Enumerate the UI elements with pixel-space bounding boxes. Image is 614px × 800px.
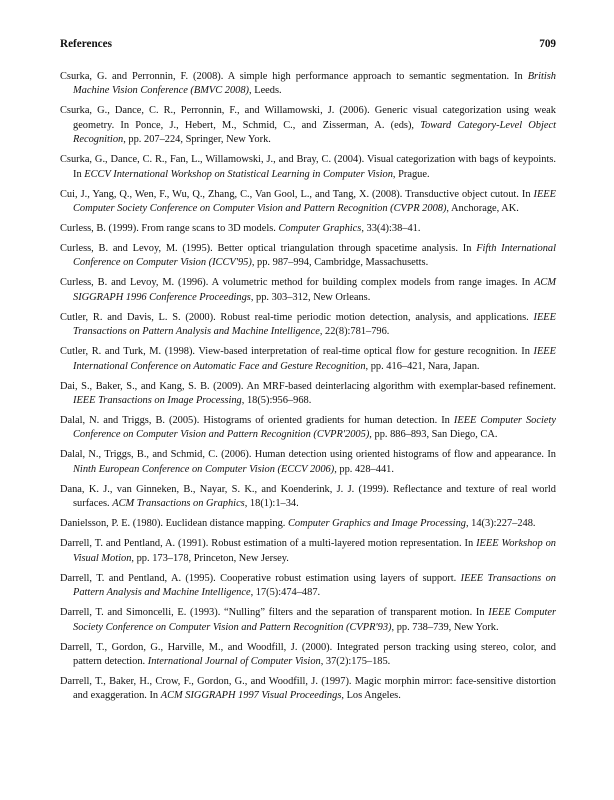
reference-details: , Anchorage, AK. [446, 203, 519, 215]
reference-venue: IEEE Transactions on Pattern Analysis and Machine Intelligence [73, 311, 556, 338]
reference-venue: ACM SIGGRAPH 1996 Conference Proceedings [73, 277, 556, 303]
reference-text: Cutler, R. and Davis, L. S. (2000). Robust real-time periodic motion detection, analysis, and applications. [60, 311, 534, 323]
reference-text: Curless, B. (1999). From range scans to 3D models. [60, 223, 279, 235]
reference-entry [60, 448, 556, 477]
reference-details: , pp. 987–994, Cambridge, Massachusetts. [251, 257, 429, 269]
reference-venue: IEEE International Conference on Automatic Face and Gesture Recognition [73, 346, 556, 372]
reference-text: Dana, K. J., van Ginneken, B., Nayar, S. K., and Koenderink, J. J. (1999). Reflectance and texture of real world surfaces. [60, 483, 556, 510]
reference-details: , 22(8):781–796. [319, 326, 390, 338]
reference-text: Darrell, T., Gordon, G., Harville, M., and Woodfill, J. (2000). Integrated person tracking using stereo, color, and pattern detection. [60, 641, 556, 667]
reference-text: Dai, S., Baker, S., and Kang, S. B. (2009). An MRF-based deinterlacing algorithm with exemplar-based refinement. [60, 380, 556, 392]
reference-text: Darrell, T. and Pentland, A. (1991). Robust estimation of a multi-layered motion representation. In [60, 538, 477, 550]
reference-text: Curless, B. and Levoy, M. (1995). Better optical triangulation through spacetime analysis. In [60, 243, 477, 255]
reference-details: , 14(3):227–248. [465, 518, 536, 530]
reference-venue: Computer Graphics [278, 223, 362, 235]
reference-details: , pp. 207–224, Springer, New York. [123, 134, 271, 146]
reference-venue: IEEE Computer Society Conference on Computer Vision and Pattern Recognition (CVPR 2008) [73, 188, 556, 215]
reference-entry [60, 572, 556, 601]
reference-text: Darrell, T., Baker, H., Crow, F., Gordon, G., and Woodfill, J. (1997). Magic morphin mirror: face-sensitive distortion and exaggeration. In [60, 675, 556, 702]
header-title: References [60, 38, 112, 50]
reference-entry [60, 276, 556, 305]
reference-text: Darrell, T. and Simoncelli, E. (1993). “Nulling” filters and the separation of transparent motion. In [60, 607, 489, 619]
reference-text: Curless, B. and Levoy, M. (1996). A volumetric method for building complex models from range images. In [60, 277, 535, 289]
reference-details: , 17(5):474–487. [250, 587, 321, 599]
reference-entry [60, 222, 556, 236]
reference-details: , pp. 428–441. [334, 463, 394, 475]
reference-entry [60, 345, 556, 374]
reference-entry [60, 311, 556, 340]
reference-venue: IEEE Transactions on Pattern Analysis and Machine Intelligence [73, 572, 556, 599]
reference-entry [60, 188, 556, 217]
reference-venue: IEEE Computer Society Conference on Computer Vision and Pattern Recognition (CVPR'93) [73, 607, 556, 633]
reference-entry [60, 242, 556, 271]
reference-entry [60, 414, 556, 443]
reference-details: , 18(1):1–34. [244, 498, 299, 510]
reference-entry [60, 380, 556, 409]
reference-venue: ACM SIGGRAPH 1997 Visual Proceedings [160, 690, 342, 702]
reference-entry [60, 70, 556, 99]
reference-venue: Fifth International Conference on Computer Vision (ICCV'95) [73, 243, 556, 269]
reference-venue: Toward Category-Level Object Recognition [73, 119, 556, 146]
reference-text: Cui, J., Yang, Q., Wen, F., Wu, Q., Zhang, C., Van Gool, L., and Tang, X. (2008). Transductive object cutout. In [60, 188, 534, 200]
reference-venue: International Journal of Computer Vision [147, 655, 321, 667]
reference-details: , Los Angeles. [341, 690, 401, 702]
reference-details: , 37(2):175–185. [320, 655, 391, 667]
reference-details: , Leeds. [249, 85, 282, 97]
reference-entry [60, 641, 556, 670]
reference-text: Danielsson, P. E. (1980). Euclidean distance mapping. [60, 518, 288, 530]
reference-text: Dalal, N. and Triggs, B. (2005). Histograms of oriented gradients for human detection. In [60, 415, 454, 427]
reference-list [60, 70, 556, 709]
reference-details: , pp. 738–739, New York. [391, 621, 499, 633]
reference-details: , pp. 303–312, New Orleans. [250, 291, 371, 303]
reference-text: Dalal, N., Triggs, B., and Schmid, C. (2006). Human detection using oriented histograms of flow and appearance. In [60, 449, 556, 461]
reference-venue: British Machine Vision Conference (BMVC 2008) [73, 71, 556, 97]
reference-entry [60, 675, 556, 704]
running-header [60, 38, 556, 50]
reference-details: , Prague. [392, 168, 430, 180]
reference-venue: IEEE Computer Society Conference on Computer Vision and Pattern Recognition (CVPR'2005) [73, 415, 556, 441]
reference-details: , pp. 886–893, San Diego, CA. [369, 429, 498, 441]
reference-entry [60, 483, 556, 512]
reference-text: Cutler, R. and Turk, M. (1998). View-based interpretation of real-time optical flow for gesture recognition. In [60, 346, 534, 358]
reference-text: Csurka, G., Dance, C. R., Fan, L., Willamowski, J., and Bray, C. (2004). Visual categorization with bags of keypoints. In [60, 154, 556, 180]
reference-entry [60, 153, 556, 182]
reference-text: Csurka, G., Dance, C. R., Perronnin, F., and Willamowski, J. (2006). Generic visual categorization using weak geometry. In Ponce, J., Hebert, M., Schmid, C., and Zisserman, A. (eds), [60, 105, 556, 131]
reference-entry [60, 537, 556, 566]
reference-text: Csurka, G. and Perronnin, F. (2008). A simple high performance approach to semantic segmentation. In [60, 71, 528, 82]
reference-venue: IEEE Workshop on Visual Motion [73, 538, 556, 564]
reference-venue: ECCV International Workshop on Statistical Learning in Computer Vision [84, 168, 393, 180]
reference-venue: IEEE Transactions on Image Processing [73, 395, 242, 407]
reference-details: , 18(5):956–968. [241, 395, 312, 407]
reference-entry [60, 104, 556, 147]
reference-text: Darrell, T. and Pentland, A. (1995). Cooperative robust estimation using layers of support. [60, 572, 461, 584]
reference-details: , pp. 416–421, Nara, Japan. [365, 360, 480, 372]
reference-details: , 33(4):38–41. [361, 223, 421, 235]
reference-entry [60, 606, 556, 635]
reference-details: , pp. 173–178, Princeton, New Jersey. [131, 552, 289, 564]
reference-venue: Computer Graphics and Image Processing [287, 518, 466, 530]
reference-venue: ACM Transactions on Graphics [112, 498, 245, 510]
reference-entry [60, 517, 556, 531]
page-number: 709 [539, 38, 556, 50]
reference-venue: Ninth European Conference on Computer Vision (ECCV 2006) [73, 463, 335, 475]
